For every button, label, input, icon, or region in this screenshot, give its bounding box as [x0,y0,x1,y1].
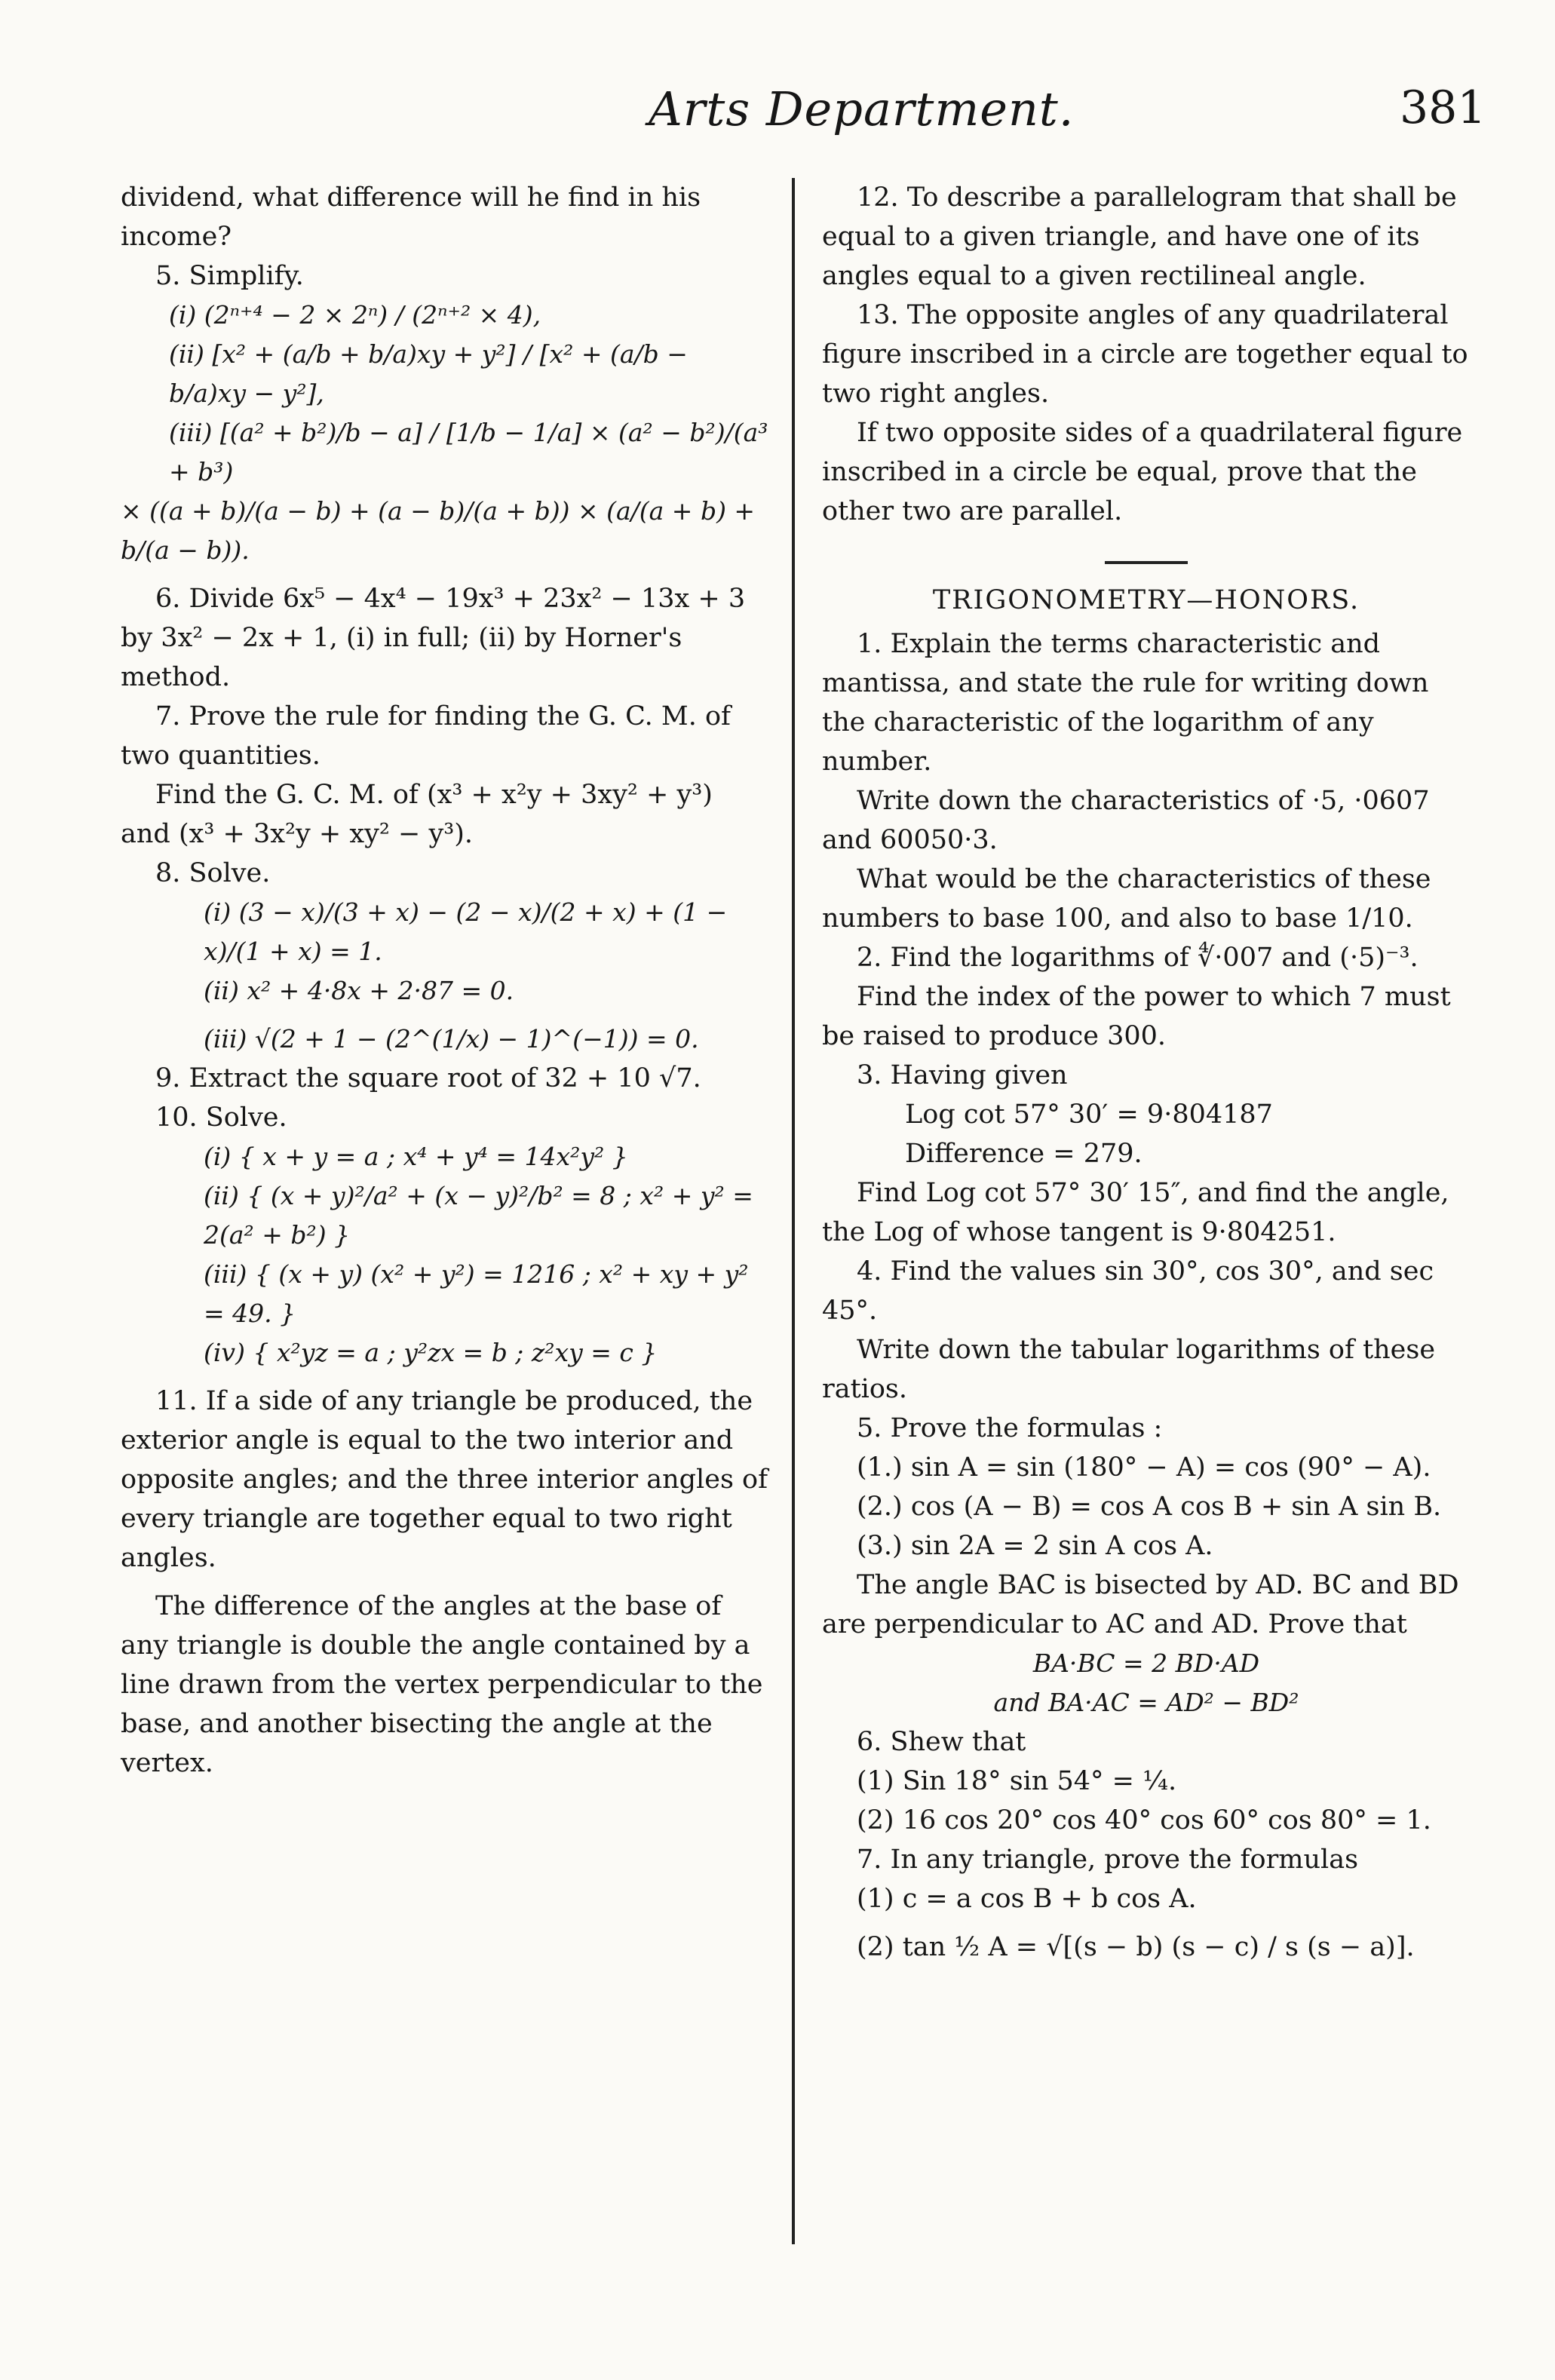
left-paragraph: (iv) { x²yz = a ; y²zx = b ; z²xy = c } [204,1338,658,1367]
right-paragraph: What would be the characteristics of these numbers to base 100, and also to base 1/10. [822,864,1431,934]
left-paragraph: 8. Solve. [155,858,271,888]
running-title: Arts Department. [649,81,1075,136]
right-paragraph: and BA·AC = AD² − BD² [993,1688,1299,1717]
left-paragraph: (i) (3 − x)/(3 + x) − (2 − x)/(2 + x) + (1 − x)/(1 + x) = 1. [204,897,728,966]
right-paragraph: The angle BAC is bisected by AD. BC and BD are perpendicular to AC and AD. Prove that [822,1570,1459,1639]
right-paragraph: Find the index of the power to which 7 must be raised to produce 300. [822,982,1451,1051]
left-paragraph: (iii) [(a² + b²)/b − a] / [1/b − 1/a] × (a² − b²)/(a³ + b³) [169,418,768,486]
left-paragraph: (iii) √(2 + 1 − (2^(1/x) − 1)^(−1)) = 0. [204,1024,699,1054]
left-paragraph: (ii) [x² + (a/b + b/a)xy + y²] / [x² + (a/b − b/a)xy − y²], [169,339,688,408]
left-paragraph: × ((a + b)/(a − b) + (a − b)/(a + b)) × (a/(a + b) + b/(a − b)). [121,496,756,565]
right-paragraph: 3. Having given [857,1060,1068,1090]
left-paragraph: 10. Solve. [155,1103,287,1133]
right-paragraph: If two opposite sides of a quadrilateral figure inscribed in a circle be equal, prove that the other two are parallel. [822,418,1463,526]
right-paragraph: (1) c = a cos B + b cos A. [857,1884,1197,1914]
left-paragraph: (i) (2ⁿ⁺⁴ − 2 × 2ⁿ) / (2ⁿ⁺² × 4), [169,300,541,330]
right-paragraph: Difference = 279. [905,1139,1142,1169]
left-paragraph: Find the G. C. M. of (x³ + x²y + 3xy² + y³) and (x³ + 3x²y + xy² − y³). [121,780,713,849]
right-paragraph: 4. Find the values sin 30°, cos 30°, and sec 45°. [822,1256,1434,1326]
left-paragraph: (ii) { (x + y)²/a² + (x − y)²/b² = 8 ; x² + y² = 2(a² + b²) } [204,1181,753,1250]
right-paragraph: (1.) sin A = sin (180° − A) = cos (90° − A). [857,1452,1431,1483]
right-paragraph: Write down the tabular logarithms of these ratios. [822,1335,1436,1404]
right-paragraph: 5. Prove the formulas : [857,1413,1163,1443]
left-paragraph: dividend, what difference will he find in his income? [121,182,701,252]
right-paragraph: 7. In any triangle, prove the formulas [857,1845,1359,1875]
left-paragraph: 5. Simplify. [155,261,304,291]
left-paragraph: (i) { x + y = a ; x⁴ + y⁴ = 14x²y² } [204,1142,628,1171]
section-rule [1105,561,1188,564]
right-paragraph: 1. Explain the terms characteristic and mantissa, and state the rule for writing down the characteristic of the logarithm of any number. [822,629,1429,777]
right-paragraph: (2) tan ½ A = √[(s − b) (s − c) / s (s − a)]. [857,1932,1415,1962]
right-paragraph: Find Log cot 57° 30′ 15″, and find the angle, the Log of whose tangent is 9·804251. [822,1178,1449,1247]
left-column [121,178,769,1783]
left-paragraph: 6. Divide 6x⁵ − 4x⁴ − 19x³ + 23x² − 13x + 3 by 3x² − 2x + 1, (i) in full; (ii) by Horner's method. [121,584,746,692]
section-heading: TRIGONOMETRY—HONORS. [932,585,1360,615]
right-column [822,178,1471,1967]
right-paragraph: (1) Sin 18° sin 54° = ¼. [857,1766,1177,1796]
left-paragraph: 7. Prove the rule for finding the G. C. M. of two quantities. [121,701,731,771]
left-paragraph: The difference of the angles at the base of any triangle is double the angle contained by a line drawn from the vertex perpendicular to the base, and another bisecting the angle at the vertex. [121,1591,763,1778]
right-paragraph: 2. Find the logarithms of ∜·007 and (·5)⁻³. [857,943,1419,973]
running-head [0,81,1555,142]
right-paragraph: (3.) sin 2A = 2 sin A cos A. [857,1531,1213,1561]
right-paragraph: 12. To describe a parallelogram that shall be equal to a given triangle, and have one of its angles equal to a given rectilineal angle. [822,182,1457,291]
left-paragraph: 11. If a side of any triangle be produced, the exterior angle is equal to the two interior and opposite angles; and the three interior angles of every triangle are together equal to two right angles. [121,1386,768,1573]
page-number: 381 [1400,81,1486,134]
right-paragraph: (2.) cos (A − B) = cos A cos B + sin A sin B. [857,1492,1442,1522]
right-paragraph: BA·BC = 2 BD·AD [1032,1649,1260,1678]
left-paragraph: (iii) { (x + y) (x² + y²) = 1216 ; x² + xy + y² = 49. } [204,1259,749,1328]
right-paragraph: (2) 16 cos 20° cos 40° cos 60° cos 80° = 1. [857,1805,1431,1836]
left-paragraph: 9. Extract the square root of 32 + 10 √7. [155,1063,701,1093]
left-paragraph: (ii) x² + 4·8x + 2·87 = 0. [204,976,514,1005]
right-paragraph: Write down the characteristics of ·5, ·0607 and 60050·3. [822,786,1430,855]
right-paragraph: 6. Shew that [857,1727,1026,1757]
right-paragraph: 13. The opposite angles of any quadrilateral figure inscribed in a circle are together equal to two right angles. [822,300,1468,409]
column-divider [792,178,795,2244]
right-paragraph: Log cot 57° 30′ = 9·804187 [905,1100,1273,1130]
